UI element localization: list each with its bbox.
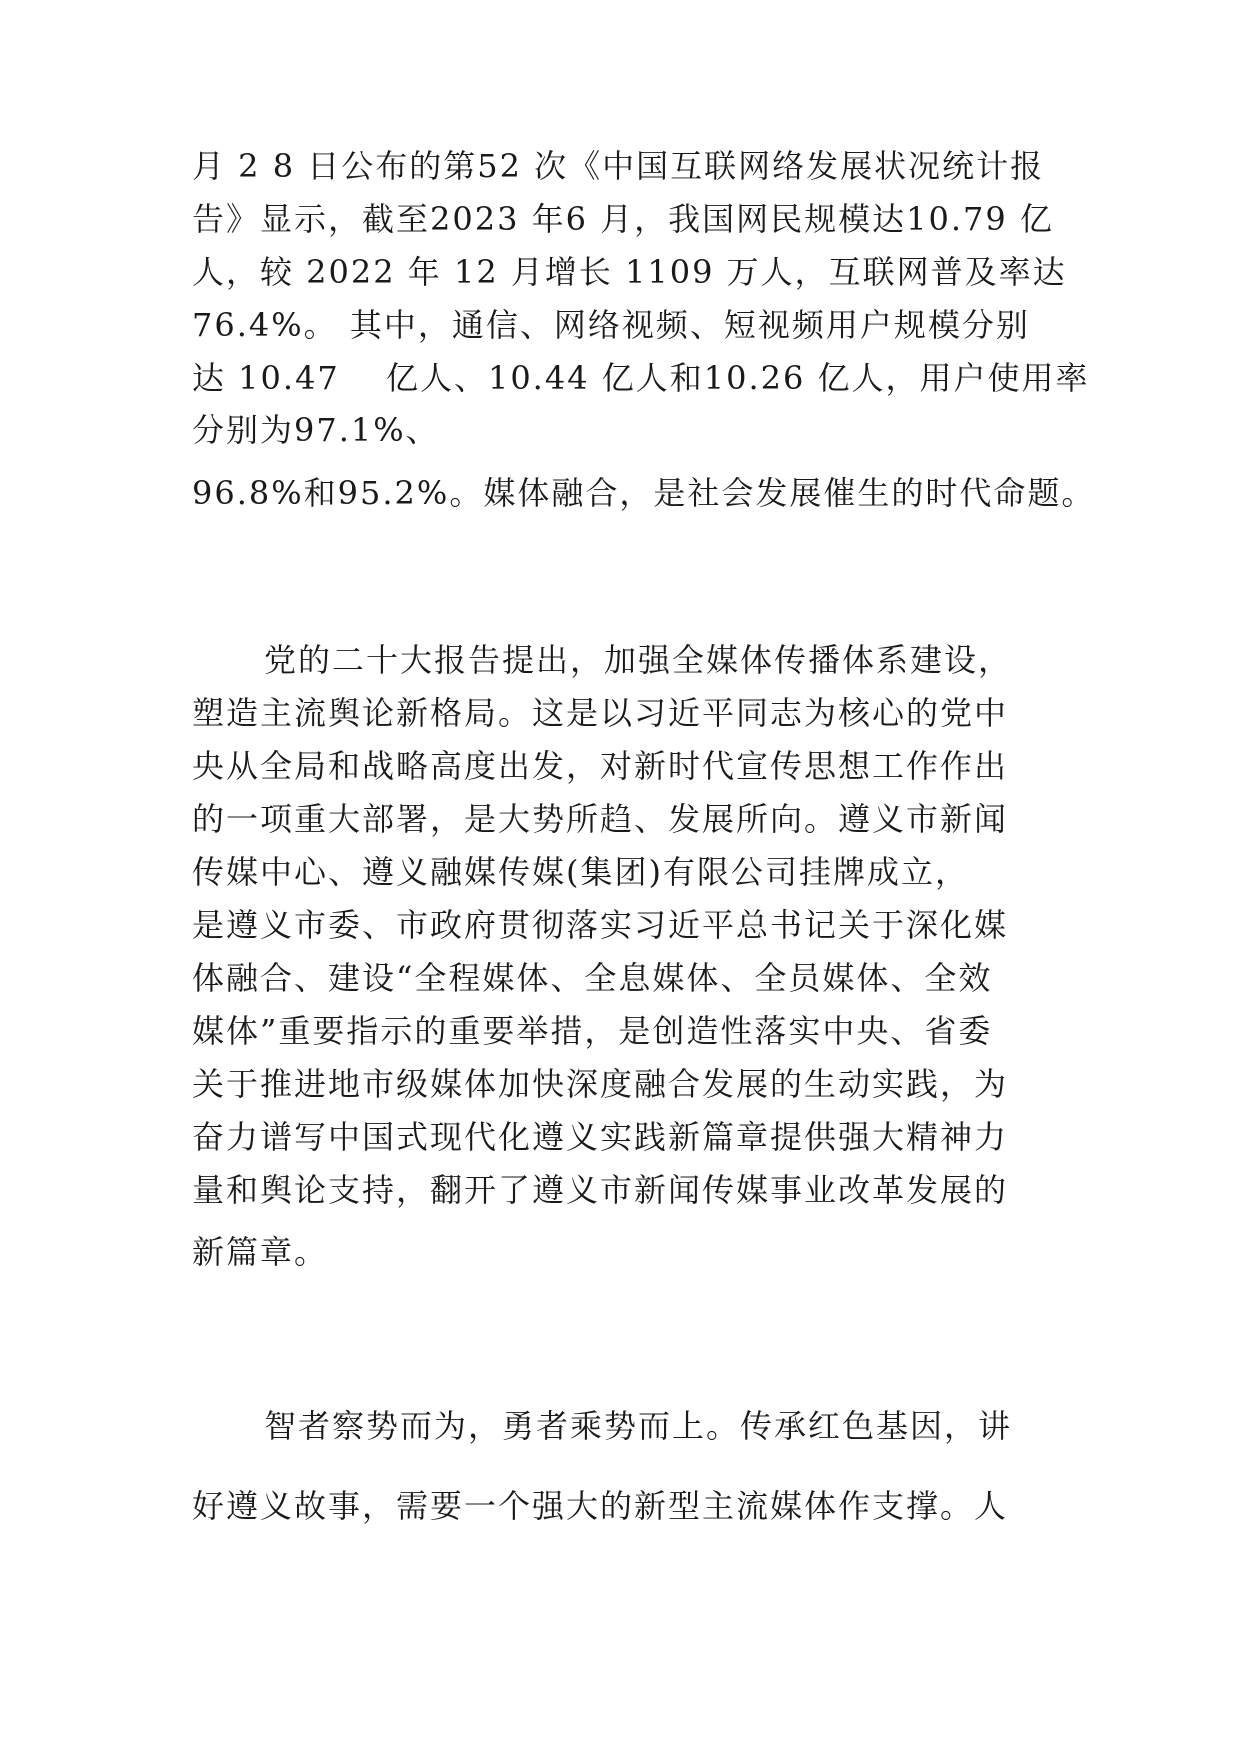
text-line: 76.4%。 其中，通信、网络视频、短视频用户规模分别 [192,306,1030,344]
text-line: 达 10.47 亿人、10.44 亿人和10.26 亿人，用户使用率 [192,359,1090,397]
text-line: 好遵义故事，需要一个强大的新型主流媒体作支撑。人 [192,1487,1009,1525]
text-line: 告》显示，截至2023 年6 月，我国网民规模达10.79 亿 [192,200,1054,238]
text-line: 党的二十大报告提出，加强全媒体传播体系建设， [264,641,1013,679]
text-line: 96.8%和95.2%。媒体融合，是社会发展催生的时代命题。 [192,474,1096,512]
text-line: 是遵义市委、市政府贯彻落实习近平总书记关于深化媒 [192,906,1009,944]
text-line: 月 2 8 日公布的第52 次《中国互联网络发展状况统计报 [192,147,1045,185]
text-line: 人，较 2022 年 12 月增长 1109 万人，互联网普及率达 [192,253,1067,291]
text-line: 的一项重大部署，是大势所趋、发展所向。遵义市新闻 [192,800,1009,838]
text-line: 量和舆论支持，翻开了遵义市新闻传媒事业改革发展的 [192,1171,1009,1209]
text-line: 塑造主流舆论新格局。这是以习近平同志为核心的党中 [192,694,1009,732]
text-line: 智者察势而为，勇者乘势而上。传承红色基因，讲 [264,1407,1013,1445]
text-line: 奋力谱写中国式现代化遵义实践新篇章提供强大精神力 [192,1118,1009,1156]
text-line: 分别为97.1%、 [192,411,440,449]
text-line: 关于推进地市级媒体加快深度融合发展的生动实践，为 [192,1065,1009,1103]
text-line: 央从全局和战略高度出发，对新时代宣传思想工作作出 [192,747,1009,785]
text-line: 新篇章。 [192,1233,329,1271]
text-line: 媒体”重要指示的重要举措，是创造性落实中央、省委 [192,1012,993,1050]
text-line: 体融合、建设“全程媒体、全息媒体、全员媒体、全效 [192,959,993,997]
text-line: 传媒中心、遵义融媒传媒(集团)有限公司挂牌成立， [192,853,969,891]
